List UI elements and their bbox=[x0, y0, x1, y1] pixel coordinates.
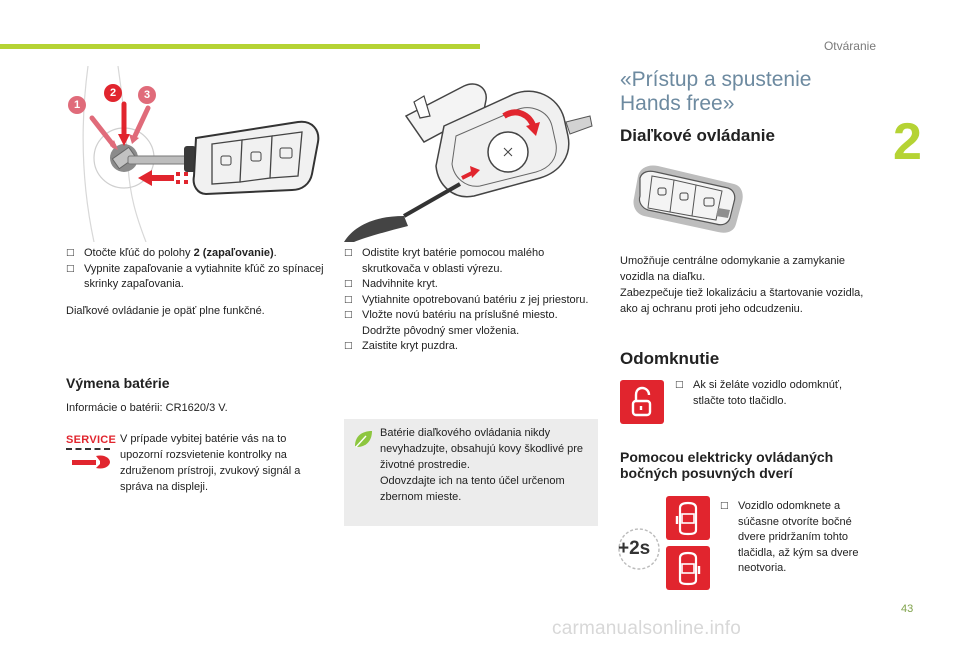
step-badge-2: 2 bbox=[104, 84, 122, 102]
bullet-marker: □ bbox=[344, 341, 353, 351]
leaf-recycle-icon bbox=[352, 428, 374, 450]
doors-heading bbox=[620, 449, 833, 481]
step-text: Odistite kryt batérie pomocou malého skrutkovača v oblasti výrezu. bbox=[362, 247, 545, 275]
step-badge-3: 3 bbox=[138, 86, 156, 104]
doors-steps-list bbox=[720, 499, 880, 577]
list-item bbox=[66, 262, 326, 293]
remote-functional-note: Diaľkové ovládanie je opäť plne funkčné. bbox=[66, 305, 265, 317]
step-text: Zaistite kryt puzdra. bbox=[362, 340, 458, 352]
step-text: Otočte kľúč do polohy bbox=[84, 247, 194, 259]
step-text: Vytiahnite opotrebovanú batériu z jej priestoru. bbox=[362, 293, 589, 306]
bullet-marker: □ bbox=[675, 380, 684, 390]
list-item bbox=[344, 293, 598, 309]
battery-steps-list bbox=[344, 246, 598, 355]
step-text: Nadvihnite kryt. bbox=[362, 278, 438, 290]
step-text: Vložte novú batériu na príslušné miesto. Dodržte pôvodný smer vloženia. bbox=[362, 309, 558, 337]
battery-info: Informácie o batérii: CR1620/3 V. bbox=[66, 402, 228, 414]
list-item bbox=[720, 499, 880, 577]
doors-heading-line2: bočných posuvných dverí bbox=[620, 465, 793, 481]
list-item bbox=[66, 246, 326, 262]
bullet-marker: □ bbox=[344, 279, 353, 289]
unlock-steps-list bbox=[675, 378, 875, 409]
key-ignition-illustration bbox=[66, 66, 326, 242]
sliding-door-icon-left bbox=[666, 496, 710, 540]
sliding-door-icon-right bbox=[666, 546, 710, 590]
page-title-line2: Hands free» bbox=[620, 92, 735, 115]
list-item bbox=[344, 246, 598, 277]
service-label: SERVICE bbox=[66, 434, 117, 446]
unlock-heading: Odomknutie bbox=[620, 349, 720, 368]
eco-text: Batérie diaľkového ovládania nikdy nevyhadzujte, obsahujú kovy škodlivé pre životné prostredie. Odovzdajte ich na tento účel určenom zbernom mieste. bbox=[380, 427, 584, 503]
chapter-number: 2 bbox=[893, 113, 922, 171]
list-item bbox=[344, 339, 598, 355]
page-title bbox=[620, 68, 811, 116]
step-text: Ak si želáte vozidlo odomknúť, stlačte toto tlačidlo. bbox=[693, 379, 843, 407]
ignition-steps-list bbox=[66, 246, 326, 293]
list-item bbox=[344, 277, 598, 293]
remote-text: Umožňuje centrálne odomykanie a zamykanie vozidla na diaľku. Zabezpečuje tiež lokalizáciu a štartovanie vozidla, ako aj ochranu proti jeho odcudzeniu. bbox=[620, 255, 864, 315]
page-number: 43 bbox=[901, 603, 914, 615]
step-text-end: . bbox=[273, 247, 277, 259]
list-item bbox=[344, 308, 598, 339]
section-title: Otváranie bbox=[823, 39, 876, 53]
header-accent-bar bbox=[0, 44, 480, 49]
list-item bbox=[675, 378, 875, 409]
unlock-padlock-icon bbox=[620, 380, 664, 424]
timer-label: +2s bbox=[618, 538, 651, 559]
doors-heading-line1: Pomocou elektricky ovládaných bbox=[620, 449, 834, 465]
bullet-marker: □ bbox=[720, 501, 729, 511]
bullet-marker: □ bbox=[344, 310, 353, 320]
step-badge-1: 1 bbox=[68, 96, 86, 114]
step-emphasis: 2 (zapaľovanie) bbox=[193, 247, 274, 259]
step-text: Vypnite zapaľovanie a vytiahnite kľúč zo spínacej skrinky zapaľovania. bbox=[84, 262, 324, 290]
service-wrench-icon bbox=[66, 434, 116, 474]
remote-key-illustration bbox=[630, 160, 746, 236]
bullet-marker: □ bbox=[66, 263, 75, 274]
remote-heading: Diaľkové ovládanie bbox=[620, 126, 775, 145]
timer-icon bbox=[616, 526, 662, 572]
service-text: V prípade vybitej batérie vás na to upozorní rozsvietenie kontrolky na združenom prístroji, zvukový signál a správa na displeji. bbox=[120, 433, 301, 493]
step-text: Vozidlo odomknete a súčasne otvoríte bočné dvere pridržaním tohto tlačidla, až kým sa dvere neotvoria. bbox=[738, 500, 859, 574]
battery-heading: Výmena batérie bbox=[66, 375, 170, 391]
bullet-marker: □ bbox=[344, 248, 353, 258]
bullet-marker: □ bbox=[344, 294, 353, 305]
bullet-marker: □ bbox=[66, 248, 75, 258]
page-title-line1: «Prístup a spustenie bbox=[620, 68, 812, 91]
watermark-text: carmanualsonline.info bbox=[552, 618, 742, 639]
key-fob-battery-illustration bbox=[344, 66, 598, 242]
